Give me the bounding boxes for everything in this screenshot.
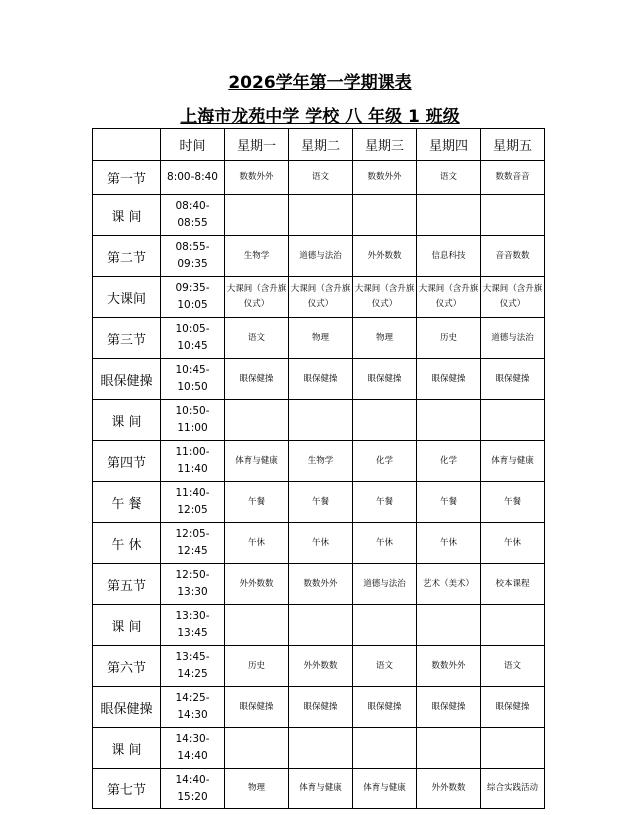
course-cell: 物理 <box>353 318 417 359</box>
table-row <box>93 482 545 523</box>
course-cell: 数数外外 <box>289 564 353 605</box>
course-cell: 大课间（含升旗仪式） <box>353 277 417 318</box>
table-row <box>93 277 545 318</box>
course-cell: 体育与健康 <box>481 441 545 482</box>
course-cell: 生物学 <box>289 441 353 482</box>
course-cell: 数数外外 <box>417 646 481 687</box>
header-row <box>93 129 545 161</box>
course-cell <box>225 728 289 769</box>
time-cell: 10:45-10:50 <box>161 359 225 400</box>
course-cell: 大课间（含升旗仪式） <box>417 277 481 318</box>
course-cell: 大课间（含升旗仪式） <box>289 277 353 318</box>
course-cell: 数数音音 <box>481 161 545 195</box>
course-cell: 午休 <box>353 523 417 564</box>
course-cell <box>353 728 417 769</box>
course-cell <box>481 605 545 646</box>
course-cell: 午餐 <box>225 482 289 523</box>
course-cell: 历史 <box>225 646 289 687</box>
course-cell: 数数外外 <box>225 161 289 195</box>
course-cell: 午餐 <box>353 482 417 523</box>
header-day-cell: 星期二 <box>289 129 353 161</box>
course-cell: 化学 <box>417 441 481 482</box>
course-cell: 午餐 <box>481 482 545 523</box>
table-row <box>93 605 545 646</box>
course-cell: 信息科技 <box>417 236 481 277</box>
course-cell: 语文 <box>417 161 481 195</box>
course-cell <box>353 400 417 441</box>
course-cell: 外外数数 <box>353 236 417 277</box>
time-cell: 13:30-13:45 <box>161 605 225 646</box>
period-cell: 课 间 <box>93 728 161 769</box>
period-cell: 第六节 <box>93 646 161 687</box>
course-cell <box>481 400 545 441</box>
header-day-cell: 星期一 <box>225 129 289 161</box>
course-cell: 数数外外 <box>353 161 417 195</box>
course-cell <box>417 728 481 769</box>
table-row <box>93 728 545 769</box>
time-cell: 09:35-10:05 <box>161 277 225 318</box>
course-cell <box>289 605 353 646</box>
course-cell: 语文 <box>225 318 289 359</box>
period-cell: 第三节 <box>93 318 161 359</box>
course-cell <box>289 728 353 769</box>
table-row <box>93 564 545 605</box>
header-day-cell: 星期五 <box>481 129 545 161</box>
time-cell: 10:50-11:00 <box>161 400 225 441</box>
document-subtitle: 上海市龙苑中学 学校 八 年级 1 班级 <box>180 107 460 127</box>
time-cell: 10:05-10:45 <box>161 318 225 359</box>
course-cell: 综合实践活动 <box>481 769 545 809</box>
table-row <box>93 236 545 277</box>
course-cell: 物理 <box>225 769 289 809</box>
document-title: 2026学年第一学期课表 <box>228 73 412 93</box>
time-cell: 11:40-12:05 <box>161 482 225 523</box>
period-cell: 第七节 <box>93 769 161 809</box>
course-cell: 外外数数 <box>289 646 353 687</box>
course-cell: 外外数数 <box>225 564 289 605</box>
course-cell: 音音数数 <box>481 236 545 277</box>
period-cell: 课 间 <box>93 195 161 236</box>
course-cell <box>417 195 481 236</box>
time-cell: 11:00-11:40 <box>161 441 225 482</box>
course-cell: 眼保健操 <box>353 359 417 400</box>
course-cell: 历史 <box>417 318 481 359</box>
course-cell: 语文 <box>481 646 545 687</box>
course-cell: 眼保健操 <box>225 359 289 400</box>
table-row <box>93 769 545 809</box>
period-cell: 课 间 <box>93 400 161 441</box>
course-cell: 道德与法治 <box>481 318 545 359</box>
course-cell: 午休 <box>289 523 353 564</box>
header-day-cell: 星期三 <box>353 129 417 161</box>
course-cell <box>225 400 289 441</box>
table-row <box>93 646 545 687</box>
course-cell: 体育与健康 <box>289 769 353 809</box>
table-row <box>93 400 545 441</box>
course-cell: 外外数数 <box>417 769 481 809</box>
course-cell: 化学 <box>353 441 417 482</box>
time-cell: 12:05-12:45 <box>161 523 225 564</box>
course-cell: 午餐 <box>417 482 481 523</box>
course-cell <box>481 195 545 236</box>
course-cell: 眼保健操 <box>481 687 545 728</box>
course-cell <box>225 195 289 236</box>
time-cell: 13:45-14:25 <box>161 646 225 687</box>
course-cell <box>417 605 481 646</box>
course-cell: 眼保健操 <box>417 687 481 728</box>
period-cell: 眼保健操 <box>93 359 161 400</box>
table-row <box>93 687 545 728</box>
table-row <box>93 195 545 236</box>
period-cell: 眼保健操 <box>93 687 161 728</box>
course-cell <box>417 400 481 441</box>
course-cell: 语文 <box>289 161 353 195</box>
timetable <box>92 128 545 809</box>
time-cell: 14:30-14:40 <box>161 728 225 769</box>
course-cell: 语文 <box>353 646 417 687</box>
course-cell: 午休 <box>225 523 289 564</box>
period-cell: 午 休 <box>93 523 161 564</box>
course-cell: 道德与法治 <box>289 236 353 277</box>
course-cell: 生物学 <box>225 236 289 277</box>
course-cell: 眼保健操 <box>353 687 417 728</box>
course-cell: 眼保健操 <box>289 687 353 728</box>
time-cell: 08:40-08:55 <box>161 195 225 236</box>
course-cell: 体育与健康 <box>353 769 417 809</box>
header-day-cell: 星期四 <box>417 129 481 161</box>
course-cell: 物理 <box>289 318 353 359</box>
header-time-cell: 时间 <box>161 129 225 161</box>
table-row <box>93 161 545 195</box>
course-cell: 大课间（含升旗仪式） <box>481 277 545 318</box>
course-cell <box>289 400 353 441</box>
course-cell: 眼保健操 <box>225 687 289 728</box>
course-cell: 眼保健操 <box>417 359 481 400</box>
header-corner-cell <box>93 129 161 161</box>
course-cell: 眼保健操 <box>481 359 545 400</box>
period-cell: 大课间 <box>93 277 161 318</box>
table-row <box>93 523 545 564</box>
table-row <box>93 318 545 359</box>
course-cell: 午餐 <box>289 482 353 523</box>
course-cell <box>225 605 289 646</box>
course-cell <box>289 195 353 236</box>
course-cell: 午休 <box>417 523 481 564</box>
time-cell: 12:50-13:30 <box>161 564 225 605</box>
period-cell: 第一节 <box>93 161 161 195</box>
course-cell: 校本课程 <box>481 564 545 605</box>
course-cell <box>353 605 417 646</box>
period-cell: 第四节 <box>93 441 161 482</box>
course-cell <box>481 728 545 769</box>
time-cell: 14:25-14:30 <box>161 687 225 728</box>
course-cell: 道德与法治 <box>353 564 417 605</box>
course-cell: 大课间（含升旗仪式） <box>225 277 289 318</box>
course-cell: 艺术（美术） <box>417 564 481 605</box>
course-cell: 眼保健操 <box>289 359 353 400</box>
time-cell: 14:40-15:20 <box>161 769 225 809</box>
time-cell: 8:00-8:40 <box>161 161 225 195</box>
period-cell: 课 间 <box>93 605 161 646</box>
table-row <box>93 359 545 400</box>
period-cell: 第二节 <box>93 236 161 277</box>
course-cell: 体育与健康 <box>225 441 289 482</box>
course-cell <box>353 195 417 236</box>
course-cell: 午休 <box>481 523 545 564</box>
period-cell: 午 餐 <box>93 482 161 523</box>
period-cell: 第五节 <box>93 564 161 605</box>
time-cell: 08:55-09:35 <box>161 236 225 277</box>
table-row <box>93 441 545 482</box>
